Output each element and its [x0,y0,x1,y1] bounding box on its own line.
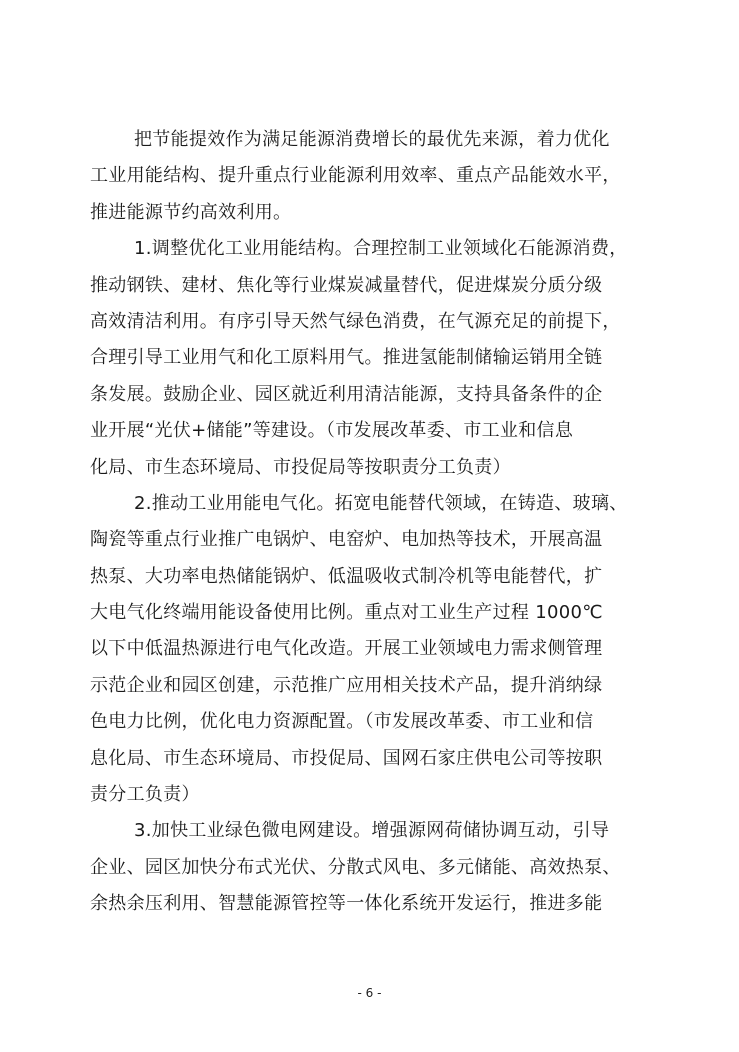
paragraph-line: 企业、园区加快分布式光伏、分散式风电、多元储能、高效热泵、 [90,856,621,878]
paragraph-line: 热泵、大功率电热储能锅炉、低温吸收式制冷机等电能替代，扩 [90,565,603,587]
paragraph-line: 把节能提效作为满足能源消费增长的最优先来源，着力优化 [134,129,610,150]
page-number: - 6 - [357,986,382,1000]
paragraph-line: 工业用能结构、提升重点行业能源利用效率、重点产品能效水平， [90,165,621,187]
paragraph-line: 高效清洁利用。有序引导天然气绿色消费，在气源充足的前提下， [90,310,621,332]
paragraph-line: 推进能源节约高效利用。 [90,201,292,223]
body-text [90,122,658,923]
paragraph-line: 以下中低温热源进行电气化改造。开展工业领域电力需求侧管理 [90,638,603,660]
paragraph-line: 合理引导工业用气和化工原料用气。推进氢能制储输运销用全链 [90,347,603,369]
paragraph-line: 息化局、市生态环境局、市投促局、国网石家庄供电公司等按职 [90,747,603,769]
paragraph-line: 大电气化终端用能设备使用比例。重点对工业生产过程 1000℃ [90,602,603,624]
paragraph-line: 余热余压利用、智慧能源管控等一体化系统开发运行，推进多能 [90,893,603,915]
paragraph-line: 陶瓷等重点行业推广电锅炉、电窑炉、电加热等技术，开展高温 [90,529,603,551]
paragraph-line: 2.推动工业用能电气化。拓宽电能替代领域，在铸造、玻璃、 [134,492,628,514]
paragraph-line: 3.加快工业绿色微电网建设。增强源网荷储协调互动，引导 [134,820,610,842]
paragraph-line: 条发展。鼓励企业、园区就近利用清洁能源，支持具备条件的企 [90,383,603,405]
paragraph-line: 1.调整优化工业用能结构。合理控制工业领域化石能源消费， [134,238,628,260]
paragraph-line: 推动钢铁、建材、焦化等行业煤炭减量替代，促进煤炭分质分级 [90,274,603,296]
paragraph-line: 业开展“光伏+储能”等建设。（市发展改革委、市工业和信息 [90,420,574,442]
paragraph-line: 示范企业和园区创建，示范推广应用相关技术产品，提升消纳绿 [90,674,603,696]
paragraph-line: 责分工负责） [90,784,200,806]
paragraph-line: 色电力比例，优化电力资源配置。（市发展改革委、市工业和信 [90,711,594,733]
paragraph-line: 化局、市生态环境局、市投促局等按职责分工负责） [90,456,511,478]
